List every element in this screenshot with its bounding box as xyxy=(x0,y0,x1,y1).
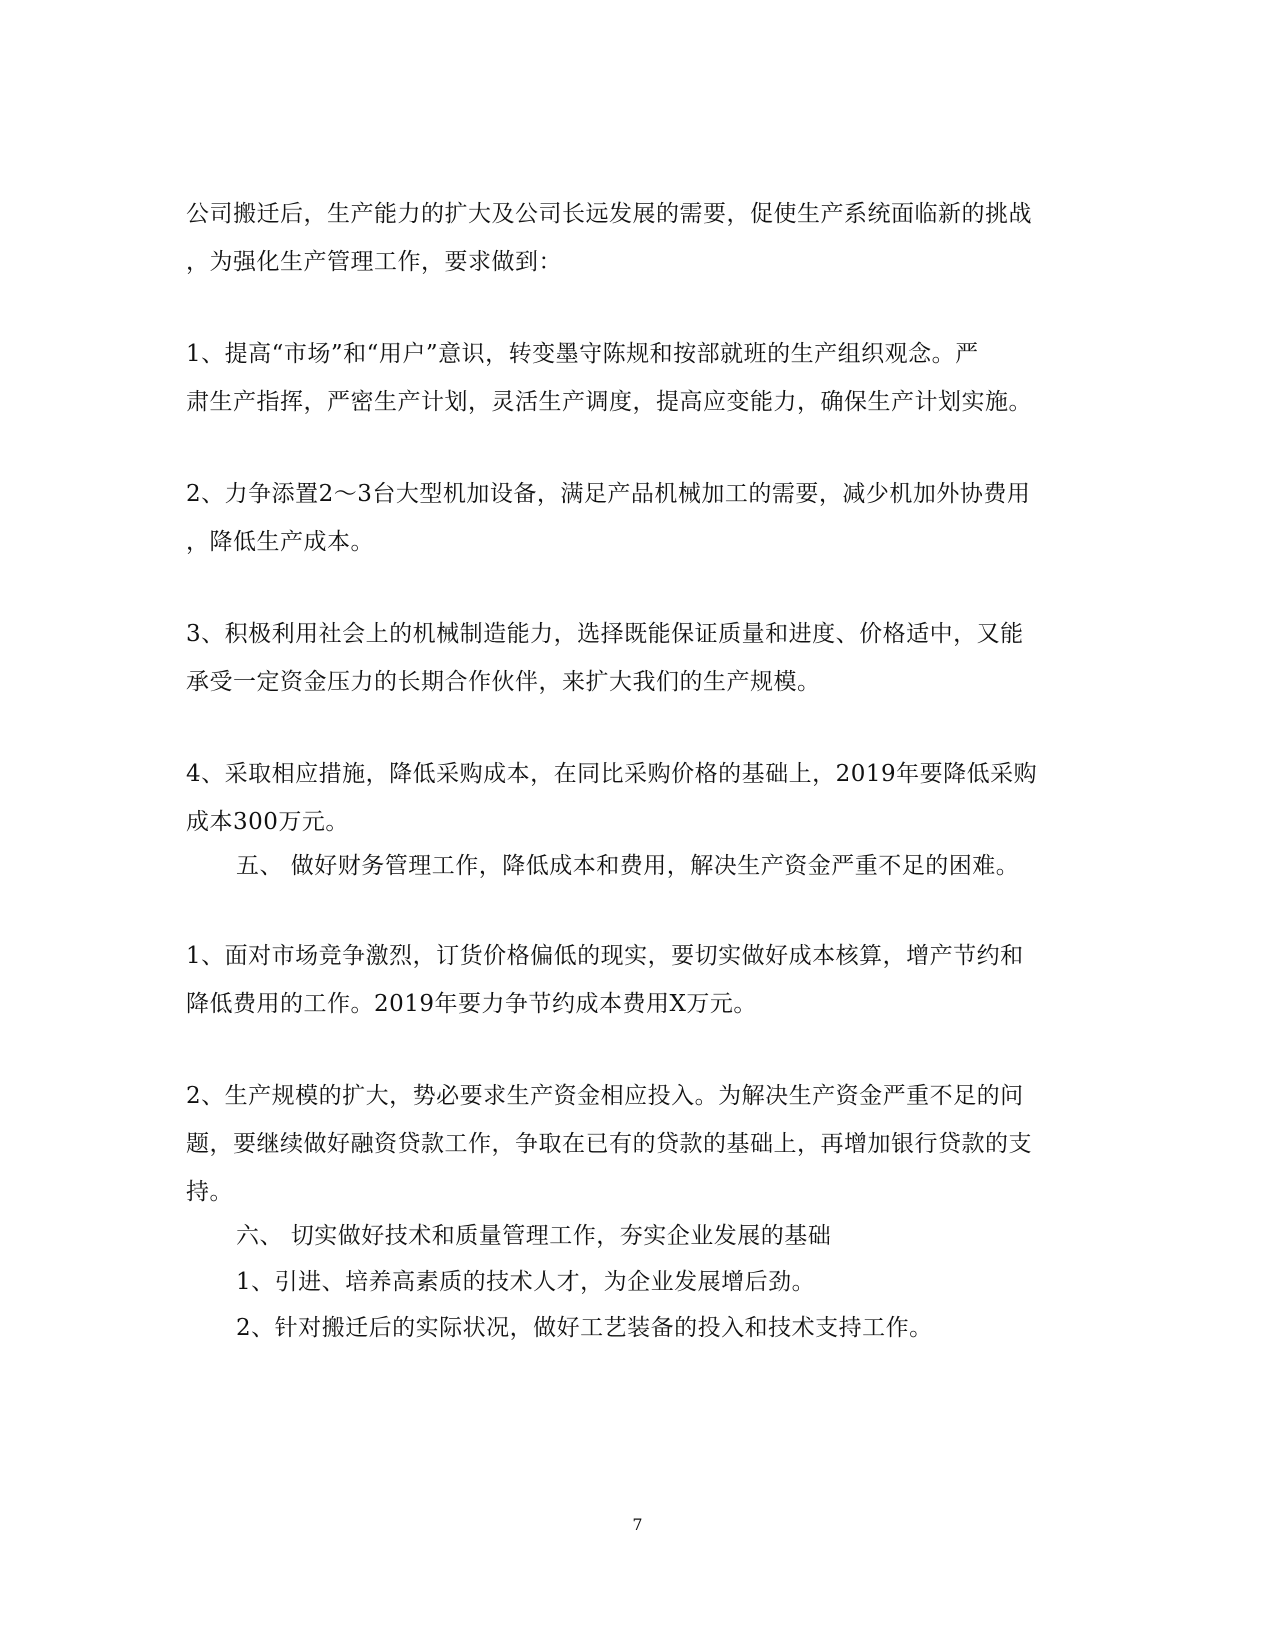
paragraph-item-4: 4、采取相应措施，降低采购成本，在同比采购价格的基础上，2019年要降低采购 成本300万元。 xyxy=(186,761,1038,835)
paragraph-finance-1: 1、面对市场竞争激烈，订货价格偏低的现实，要切实做好成本核算，增产节约和 降低费用的工作。2019年要力争节约成本费用X万元。 xyxy=(186,943,1024,1017)
page-number: 7 xyxy=(632,1515,643,1534)
section-heading-six: 六、 切实做好技术和质量管理工作，夯实企业发展的基础 xyxy=(236,1223,832,1249)
paragraph-item-1: 1、提高“市场”和“用户”意识，转变墨守陈规和按部就班的生产组织观念。严 肃生产指挥，严密生产计划，灵活生产调度，提高应变能力，确保生产计划实施。 xyxy=(186,341,1032,415)
paragraph-item-3: 3、积极利用社会上的机械制造能力，选择既能保证质量和进度、价格适中，又能 承受一定资金压力的长期合作伙伴，来扩大我们的生产规模。 xyxy=(186,621,1024,695)
paragraph-tech-2: 2、针对搬迁后的实际状况，做好工艺装备的投入和技术支持工作。 xyxy=(236,1315,933,1341)
paragraph-tech-1: 1、引进、培养高素质的技术人才，为企业发展增后劲。 xyxy=(236,1269,816,1295)
paragraph-finance-2: 2、生产规模的扩大，势必要求生产资金相应投入。为解决生产资金严重不足的问 题，要继续做好融资贷款工作，争取在已有的贷款的基础上，再增加银行贷款的支 持。 xyxy=(186,1083,1032,1205)
paragraph-intro: 公司搬迁后，生产能力的扩大及公司长远发展的需要，促使生产系统面临新的挑战 ，为强化生产管理工作，要求做到： xyxy=(186,201,1032,275)
section-heading-five: 五、 做好财务管理工作，降低成本和费用，解决生产资金严重不足的困难。 xyxy=(236,853,1020,879)
paragraph-item-2: 2、力争添置2～3台大型机加设备，满足产品机械加工的需要，减少机加外协费用 ，降低生产成本。 xyxy=(186,481,1031,555)
